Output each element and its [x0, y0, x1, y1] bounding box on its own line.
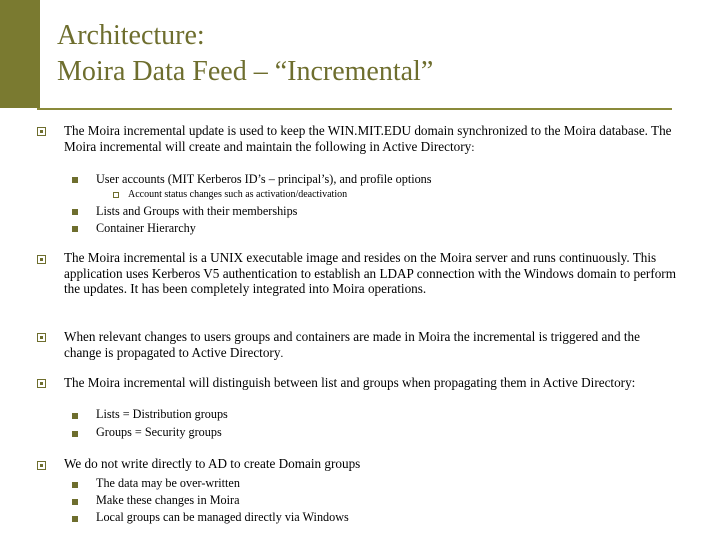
bullet-square-icon: [37, 461, 46, 470]
bullet-text-4: [64, 375, 676, 391]
bullet-5-text: We do not write directly to AD to create Domain groups: [64, 456, 361, 471]
sub-bullet-text: Container Hierarchy: [96, 221, 196, 235]
sub-bullet-square-icon: [72, 516, 78, 522]
sub-bullet-text: Lists and Groups with their memberships: [96, 204, 298, 218]
bullet-text-1: [64, 123, 676, 155]
sub-bullet-text: Make these changes in Moira: [96, 493, 240, 507]
sub-bullet-text: Lists = Distribution groups: [96, 407, 228, 421]
bullet-4-text: The Moira incremental will distinguish between list and groups when propagating them in Active Directory:: [64, 375, 636, 390]
sub-bullet-text: Groups = Security groups: [96, 425, 222, 439]
bullet-square-icon: [37, 333, 46, 342]
sub-sub-bullet-square-icon: [113, 192, 119, 198]
bullet-3-text: When relevant changes to users groups and containers are made in Moira the incremental is triggered and the change is propagated to Active Directory: [64, 329, 641, 360]
sub-bullet-square-icon: [72, 226, 78, 232]
bullet-2-text: The Moira incremental is a UNIX executable image and resides on the Moira server and runs continuously. This application uses Kerberos V5 authentication to establish an LDAP connection with the Windows domain to perform the updates. It has been completely integrated into Moira operations.: [64, 250, 676, 296]
sub-bullet-square-icon: [72, 209, 78, 215]
bullet-square-icon: [37, 379, 46, 388]
sub-bullet-square-icon: [72, 413, 78, 419]
title-line-1: Architecture:: [57, 20, 205, 51]
bullet-square-icon: [37, 127, 46, 136]
sub-bullet-square-icon: [72, 177, 78, 183]
sub-bullet-text: Local groups can be managed directly via Windows: [96, 510, 349, 524]
bullet-3-tail: .: [280, 345, 284, 360]
bullet-text-5: [64, 456, 676, 472]
sub-sub-bullet-text: Account status changes such as activation/deactivation: [128, 189, 348, 200]
bullet-text-3: [64, 329, 676, 361]
sub-bullet-square-icon: [72, 431, 78, 437]
sub-bullet-square-icon: [72, 499, 78, 505]
bullet-square-icon: [37, 255, 46, 264]
bullet-1-tail: :: [471, 139, 475, 154]
bullet-text-2: [64, 250, 676, 297]
bullet-1-text: The Moira incremental update is used to keep the WIN.MIT.EDU domain synchronized to the Moira database. The Moira incremental will create and maintain the following in Active Directory: [64, 123, 672, 154]
title-line-2: Moira Data Feed – “Incremental”: [57, 56, 434, 87]
sub-bullet-square-icon: [72, 482, 78, 488]
sub-bullet-text: User accounts (MIT Kerberos ID’s – principal’s), and profile options: [96, 172, 432, 186]
sub-bullet-text: The data may be over-written: [96, 476, 240, 490]
